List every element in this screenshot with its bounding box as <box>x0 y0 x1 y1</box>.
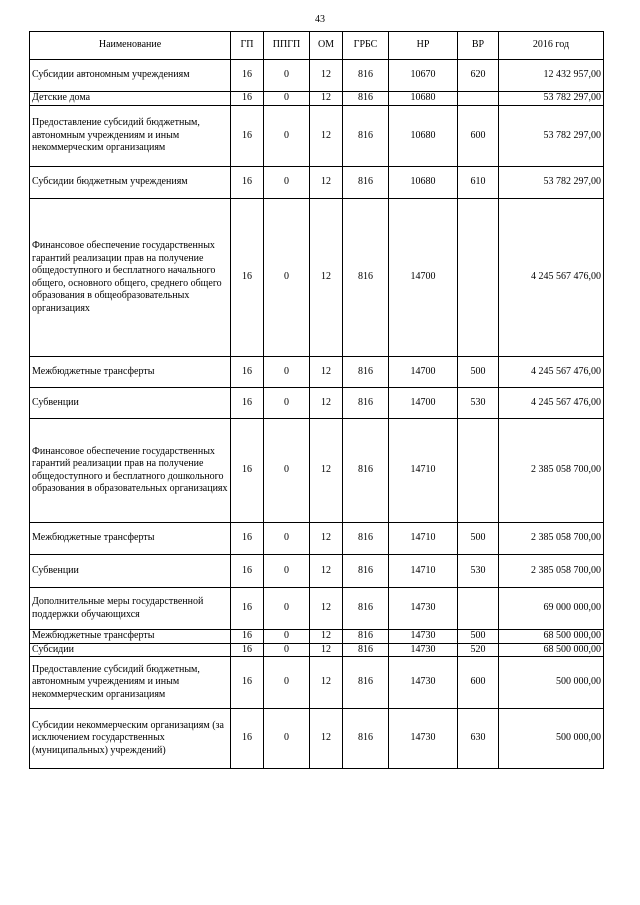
header-ppgp: ППГП <box>264 32 310 60</box>
row-gp: 16 <box>231 588 264 630</box>
row-vr <box>458 419 499 523</box>
row-nr: 10670 <box>389 60 458 92</box>
row-grbs: 816 <box>343 657 389 709</box>
table-row <box>30 92 604 106</box>
table-row <box>30 523 604 555</box>
row-vr: 500 <box>458 523 499 555</box>
row-om: 12 <box>310 523 343 555</box>
row-grbs: 816 <box>343 106 389 167</box>
row-grbs: 816 <box>343 167 389 199</box>
row-name: Финансовое обеспечение государственных гарантий реализации прав на получение общедоступного и бесплатного дошкольного образования в образовательных организациях <box>30 419 231 523</box>
row-vr <box>458 92 499 106</box>
row-grbs: 816 <box>343 60 389 92</box>
row-nr: 14710 <box>389 419 458 523</box>
row-gp: 16 <box>231 555 264 588</box>
row-nr: 10680 <box>389 106 458 167</box>
row-ppgp: 0 <box>264 630 310 644</box>
table-row <box>30 388 604 419</box>
row-grbs: 816 <box>343 555 389 588</box>
row-ppgp: 0 <box>264 523 310 555</box>
row-grbs: 816 <box>343 588 389 630</box>
row-ppgp: 0 <box>264 657 310 709</box>
row-name: Детские дома <box>30 92 231 106</box>
table-row <box>30 357 604 388</box>
row-name: Предоставление субсидий бюджетным, автономным учреждениям и иным некоммерческим организациям <box>30 657 231 709</box>
row-vr: 500 <box>458 630 499 644</box>
row-amount-2016: 69 000 000,00 <box>499 588 604 630</box>
row-om: 12 <box>310 630 343 644</box>
row-om: 12 <box>310 199 343 357</box>
row-name: Субсидии автономным учреждениям <box>30 60 231 92</box>
header-year-2016: 2016 год <box>499 32 604 60</box>
row-nr: 14710 <box>389 523 458 555</box>
row-amount-2016: 2 385 058 700,00 <box>499 523 604 555</box>
row-vr: 600 <box>458 106 499 167</box>
table-row <box>30 106 604 167</box>
row-ppgp: 0 <box>264 60 310 92</box>
row-amount-2016: 2 385 058 700,00 <box>499 419 604 523</box>
row-name: Межбюджетные трансферты <box>30 523 231 555</box>
row-om: 12 <box>310 167 343 199</box>
row-vr <box>458 199 499 357</box>
row-om: 12 <box>310 92 343 106</box>
row-amount-2016: 53 782 297,00 <box>499 106 604 167</box>
row-vr: 600 <box>458 657 499 709</box>
row-name: Межбюджетные трансферты <box>30 630 231 644</box>
row-grbs: 816 <box>343 630 389 644</box>
row-nr: 14730 <box>389 709 458 769</box>
row-vr <box>458 588 499 630</box>
row-vr: 500 <box>458 357 499 388</box>
row-vr: 530 <box>458 388 499 419</box>
row-ppgp: 0 <box>264 419 310 523</box>
row-name: Субсидии <box>30 643 231 657</box>
row-ppgp: 0 <box>264 357 310 388</box>
row-om: 12 <box>310 709 343 769</box>
row-grbs: 816 <box>343 92 389 106</box>
table-row <box>30 643 604 657</box>
row-amount-2016: 68 500 000,00 <box>499 643 604 657</box>
row-ppgp: 0 <box>264 167 310 199</box>
row-gp: 16 <box>231 630 264 644</box>
row-ppgp: 0 <box>264 388 310 419</box>
row-vr: 620 <box>458 60 499 92</box>
row-ppgp: 0 <box>264 92 310 106</box>
row-ppgp: 0 <box>264 709 310 769</box>
row-nr: 10680 <box>389 167 458 199</box>
row-grbs: 816 <box>343 357 389 388</box>
row-gp: 16 <box>231 523 264 555</box>
row-om: 12 <box>310 643 343 657</box>
row-amount-2016: 4 245 567 476,00 <box>499 357 604 388</box>
header-grbs: ГРБС <box>343 32 389 60</box>
table-row <box>30 555 604 588</box>
row-gp: 16 <box>231 657 264 709</box>
row-om: 12 <box>310 419 343 523</box>
row-grbs: 816 <box>343 199 389 357</box>
row-om: 12 <box>310 588 343 630</box>
row-gp: 16 <box>231 709 264 769</box>
row-nr: 14710 <box>389 555 458 588</box>
row-name: Субвенции <box>30 555 231 588</box>
header-nr: НР <box>389 32 458 60</box>
header-vr: ВР <box>458 32 499 60</box>
row-gp: 16 <box>231 199 264 357</box>
row-ppgp: 0 <box>264 106 310 167</box>
row-name: Предоставление субсидий бюджетным, автономным учреждениям и иным некоммерческим организациям <box>30 106 231 167</box>
row-nr: 14730 <box>389 643 458 657</box>
row-gp: 16 <box>231 643 264 657</box>
row-amount-2016: 500 000,00 <box>499 709 604 769</box>
table-body <box>30 60 604 769</box>
table-row <box>30 630 604 644</box>
row-nr: 14700 <box>389 357 458 388</box>
row-name: Субвенции <box>30 388 231 419</box>
table-row <box>30 199 604 357</box>
row-om: 12 <box>310 657 343 709</box>
row-gp: 16 <box>231 106 264 167</box>
row-name: Финансовое обеспечение государственных гарантий реализации прав на получение общедоступного и бесплатного начального общего, основного общего, среднего общего образования в общеобразовательных организациях <box>30 199 231 357</box>
row-nr: 14730 <box>389 657 458 709</box>
row-gp: 16 <box>231 167 264 199</box>
row-amount-2016: 53 782 297,00 <box>499 92 604 106</box>
row-om: 12 <box>310 388 343 419</box>
row-grbs: 816 <box>343 419 389 523</box>
row-grbs: 816 <box>343 523 389 555</box>
row-amount-2016: 500 000,00 <box>499 657 604 709</box>
header-om: ОМ <box>310 32 343 60</box>
row-amount-2016: 4 245 567 476,00 <box>499 199 604 357</box>
table-row <box>30 709 604 769</box>
table-row <box>30 419 604 523</box>
row-grbs: 816 <box>343 709 389 769</box>
table-row <box>30 657 604 709</box>
row-om: 12 <box>310 60 343 92</box>
row-gp: 16 <box>231 388 264 419</box>
row-gp: 16 <box>231 60 264 92</box>
row-name: Межбюджетные трансферты <box>30 357 231 388</box>
row-amount-2016: 68 500 000,00 <box>499 630 604 644</box>
table-row <box>30 167 604 199</box>
page-number: 43 <box>315 14 325 25</box>
row-amount-2016: 53 782 297,00 <box>499 167 604 199</box>
row-om: 12 <box>310 106 343 167</box>
row-nr: 10680 <box>389 92 458 106</box>
table-row <box>30 60 604 92</box>
row-vr: 630 <box>458 709 499 769</box>
row-gp: 16 <box>231 419 264 523</box>
row-ppgp: 0 <box>264 643 310 657</box>
header-gp: ГП <box>231 32 264 60</box>
row-name: Субсидии некоммерческим организациям (за исключением государственных (муниципальных) учреждений) <box>30 709 231 769</box>
row-amount-2016: 4 245 567 476,00 <box>499 388 604 419</box>
row-vr: 610 <box>458 167 499 199</box>
row-grbs: 816 <box>343 643 389 657</box>
row-ppgp: 0 <box>264 588 310 630</box>
row-amount-2016: 12 432 957,00 <box>499 60 604 92</box>
row-amount-2016: 2 385 058 700,00 <box>499 555 604 588</box>
row-ppgp: 0 <box>264 199 310 357</box>
row-nr: 14700 <box>389 388 458 419</box>
header-name: Наименование <box>30 32 231 60</box>
row-vr: 520 <box>458 643 499 657</box>
row-om: 12 <box>310 555 343 588</box>
row-nr: 14730 <box>389 588 458 630</box>
row-gp: 16 <box>231 92 264 106</box>
row-name: Дополнительные меры государственной поддержки обучающихся <box>30 588 231 630</box>
row-nr: 14700 <box>389 199 458 357</box>
row-name: Субсидии бюджетным учреждениям <box>30 167 231 199</box>
row-grbs: 816 <box>343 388 389 419</box>
row-gp: 16 <box>231 357 264 388</box>
row-vr: 530 <box>458 555 499 588</box>
budget-table <box>29 31 604 769</box>
row-nr: 14730 <box>389 630 458 644</box>
row-ppgp: 0 <box>264 555 310 588</box>
row-om: 12 <box>310 357 343 388</box>
header-row <box>30 32 604 60</box>
table-row <box>30 588 604 630</box>
